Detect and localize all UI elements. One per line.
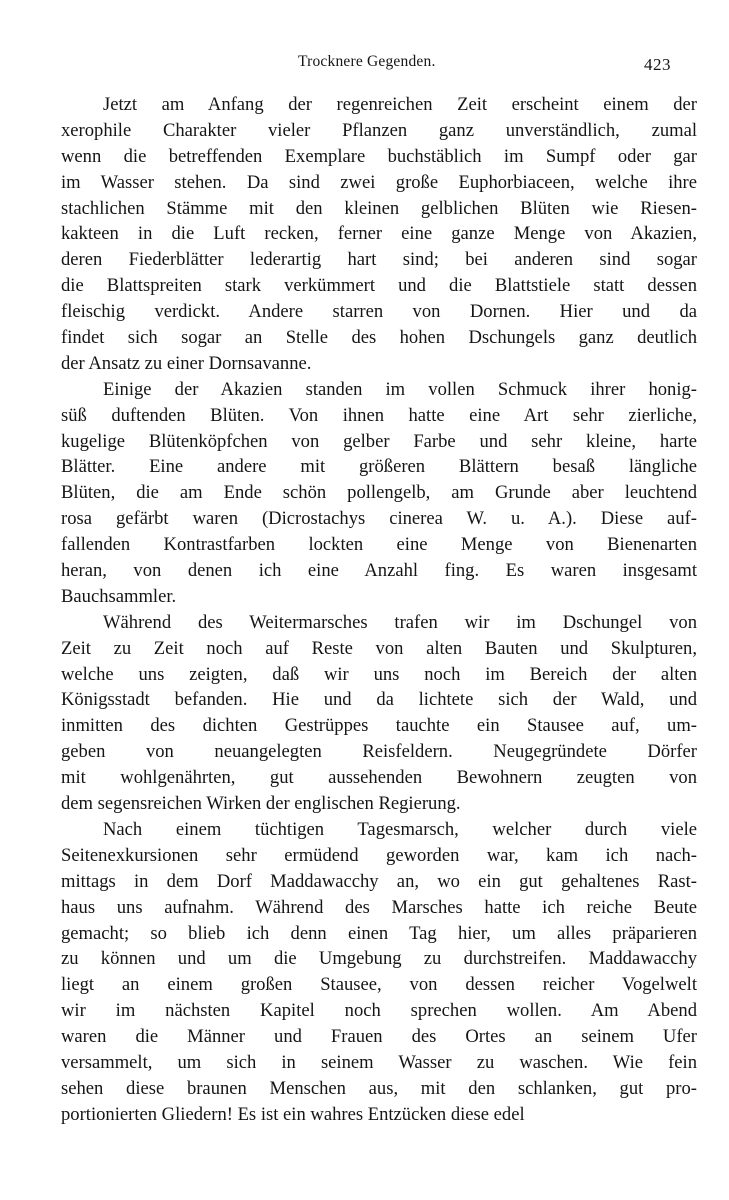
chapter-running-title: Trocknere Gegenden. <box>298 53 436 70</box>
text-line: Während des Weitermarsches trafen wir im Dschungel von <box>103 611 697 633</box>
text-line: die Blattspreiten stark verkümmert und die Blattstiele statt dessen <box>61 275 697 297</box>
text-line: dem segensreichen Wirken der englischen Regierung. <box>61 793 461 815</box>
text-line: im Wasser stehen. Da sind zwei große Euphorbiaceen, welche ihre <box>61 171 697 193</box>
text-line: süß duftenden Blüten. Von ihnen hatte eine Art sehr zierliche, <box>61 404 697 426</box>
text-line: fallenden Kontrastfarben lockten eine Menge von Bienenarten <box>61 534 697 556</box>
text-line: wir im nächsten Kapitel noch sprechen wollen. Am Abend <box>61 1000 697 1022</box>
text-line: sehen diese braunen Menschen aus, mit den schlanken, gut pro- <box>61 1077 697 1099</box>
text-line: kakteen in die Luft recken, ferner eine ganze Menge von Akazien, <box>61 223 697 245</box>
text-line: der Ansatz zu einer Dornsavanne. <box>61 352 312 374</box>
text-line: stachlichen Stämme mit den kleinen gelblichen Blüten wie Riesen- <box>61 197 697 219</box>
paragraph <box>61 610 697 817</box>
text-line: xerophile Charakter vieler Pflanzen ganz unverständlich, zumal <box>61 119 697 141</box>
text-line: Einige der Akazien standen im vollen Schmuck ihrer honig- <box>103 378 697 400</box>
text-line: inmitten des dichten Gestrüppes tauchte ein Stausee auf, um- <box>61 715 697 737</box>
paragraph <box>61 377 697 610</box>
paragraph <box>61 92 697 377</box>
text-line: geben von neuangelegten Reisfeldern. Neugegründete Dörfer <box>61 741 697 763</box>
text-line: Nach einem tüchtigen Tagesmarsch, welcher durch viele <box>103 818 697 840</box>
text-line: Blüten, die am Ende schön pollengelb, am Grunde aber leuchtend <box>61 482 697 504</box>
text-line: Königsstadt befanden. Hie und da lichtete sich der Wald, und <box>61 689 697 711</box>
text-line: rosa gefärbt waren (Dicrostachys cinerea W. u. A.). Diese auf- <box>61 508 697 530</box>
text-line: heran, von denen ich eine Anzahl fing. Es waren insgesamt <box>61 560 697 582</box>
text-line: welche uns zeigten, daß wir uns noch im Bereich der alten <box>61 663 697 685</box>
paragraph <box>61 817 697 1128</box>
text-line: findet sich sogar an Stelle des hohen Dschungels ganz deutlich <box>61 327 697 349</box>
text-line: gemacht; so blieb ich denn einen Tag hier, um alles präparieren <box>61 922 697 944</box>
text-line: deren Fiederblätter lederartig hart sind; bei anderen sind sogar <box>61 249 697 271</box>
text-line: Jetzt am Anfang der regenreichen Zeit erscheint einem der <box>103 94 697 115</box>
text-line: mit wohlgenährten, gut aussehenden Bewohnern zeugten von <box>61 767 697 789</box>
text-line: Blätter. Eine andere mit größeren Blättern besaß längliche <box>61 456 697 478</box>
text-line: wenn die betreffenden Exemplare buchstäblich im Sumpf oder gar <box>61 145 697 167</box>
body-text <box>61 92 697 1128</box>
page-number: 423 <box>644 55 671 74</box>
text-line: portionierten Gliedern! Es ist ein wahres Entzücken diese edel <box>61 1103 525 1125</box>
text-line: liegt an einem großen Stausee, von dessen reicher Vogelwelt <box>61 974 697 996</box>
text-line: Zeit zu Zeit noch auf Reste von alten Bauten und Skulpturen, <box>61 637 697 659</box>
text-line: haus uns aufnahm. Während des Marsches hatte ich reiche Beute <box>61 896 697 918</box>
text-line: mittags in dem Dorf Maddawacchy an, wo ein gut gehaltenes Rast- <box>61 870 697 892</box>
text-line: waren die Männer und Frauen des Ortes an seinem Ufer <box>61 1026 697 1048</box>
text-line: kugelige Blütenköpfchen von gelber Farbe und sehr kleine, harte <box>61 430 697 452</box>
text-line: Seitenexkursionen sehr ermüdend geworden war, kam ich nach- <box>61 844 697 866</box>
text-line: Bauchsammler. <box>61 585 177 607</box>
text-line: zu können und um die Umgebung zu durchstreifen. Maddawacchy <box>61 948 697 970</box>
running-header <box>0 53 729 77</box>
text-line: versammelt, um sich in seinem Wasser zu waschen. Wie fein <box>61 1051 697 1073</box>
text-line: fleischig verdickt. Andere starren von Dornen. Hier und da <box>61 301 697 323</box>
